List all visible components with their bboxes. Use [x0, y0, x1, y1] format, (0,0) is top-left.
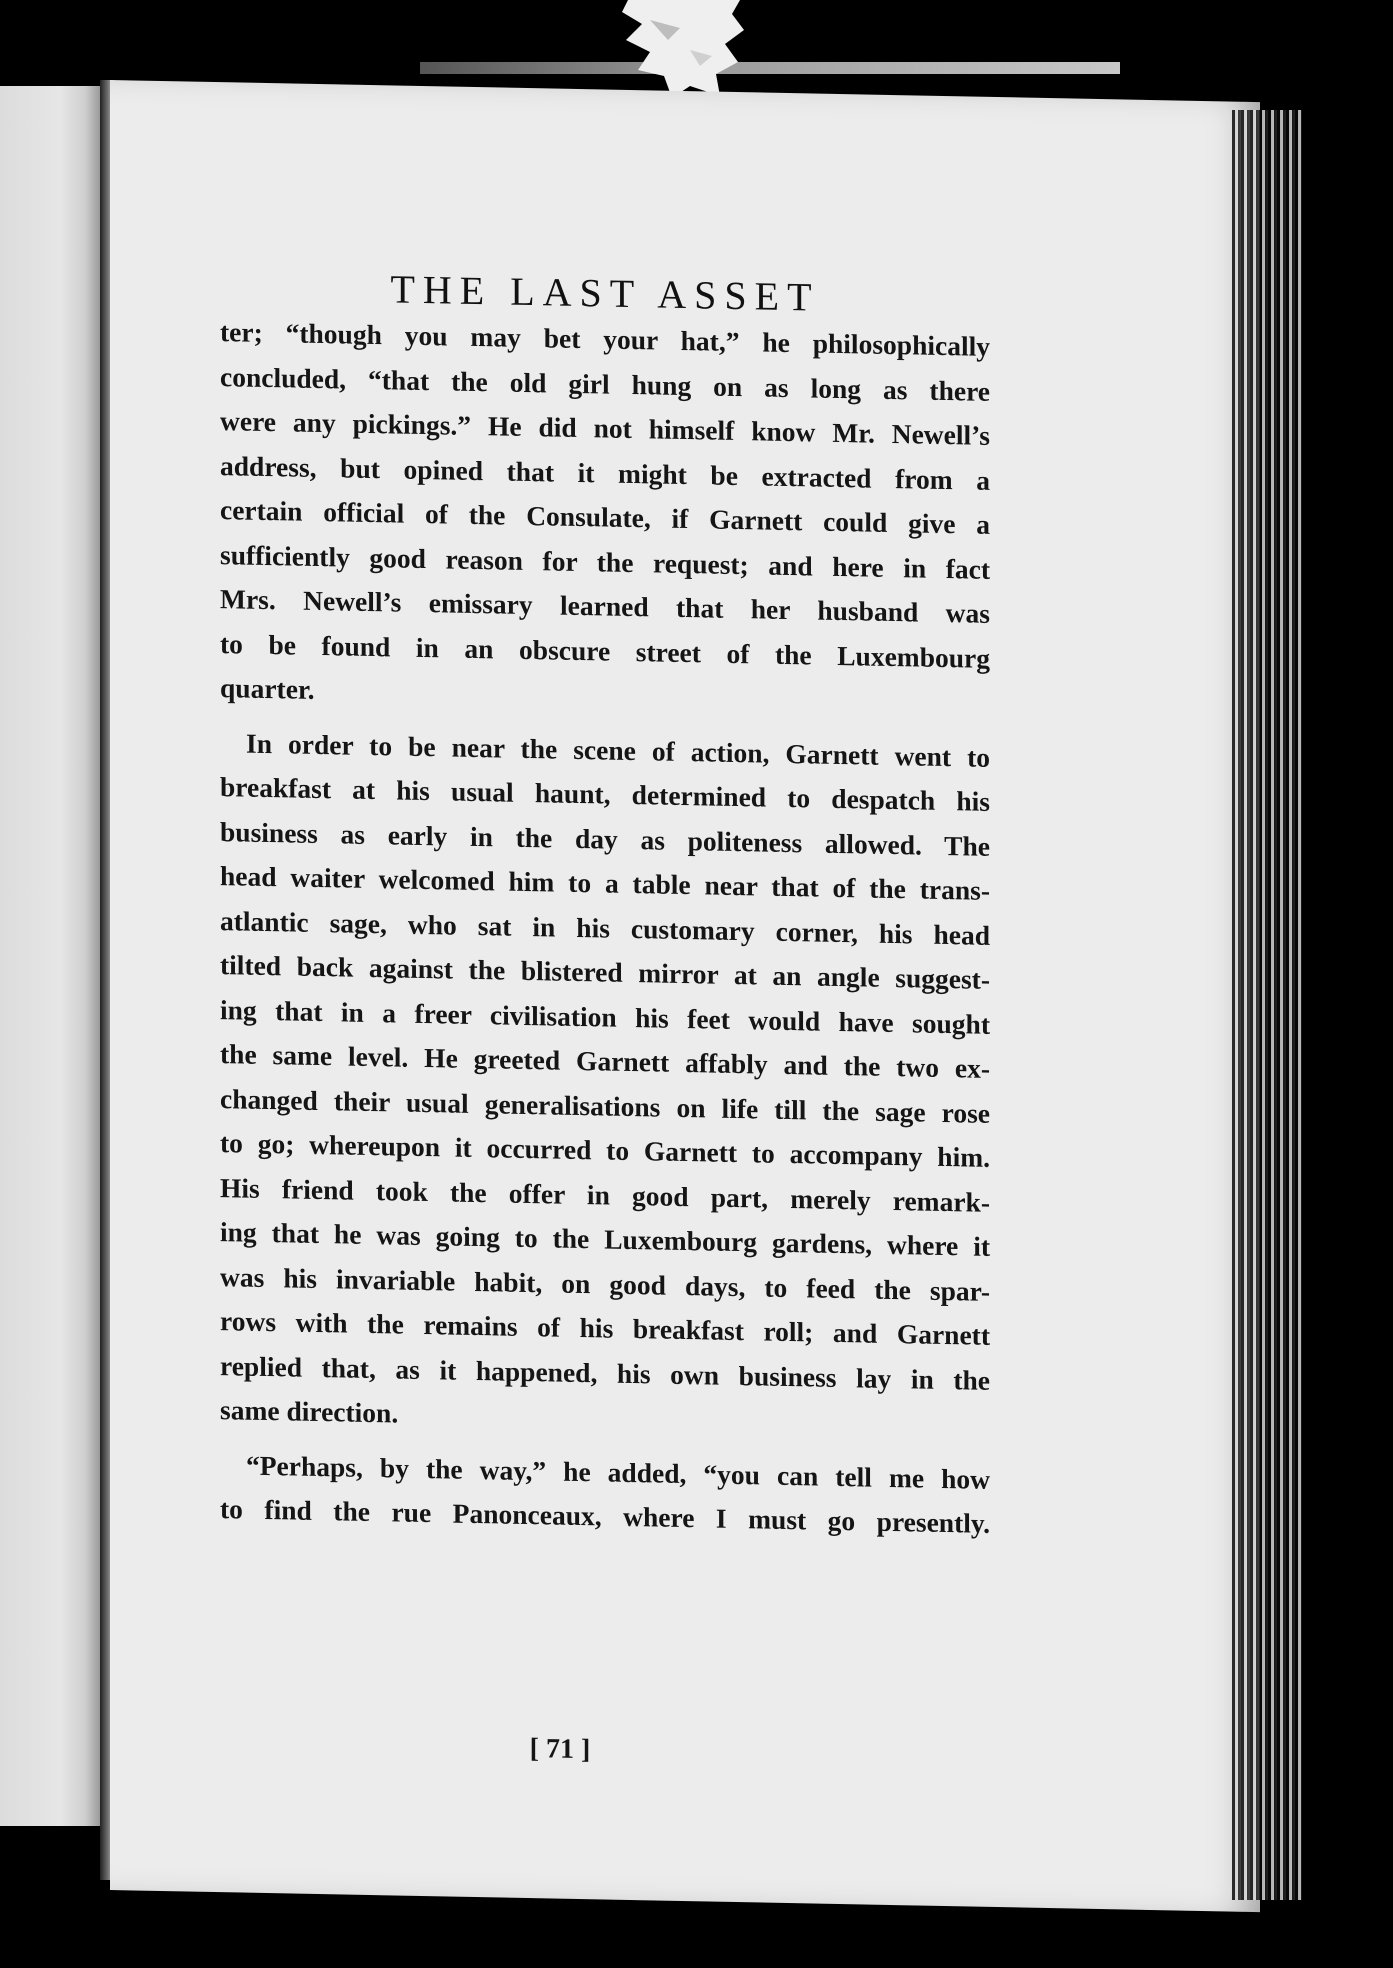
text-line: breakfast at his usual haunt, determined to despatch his	[220, 771, 990, 817]
text-line: address, but opined that it might be extracted from a	[220, 449, 990, 496]
text-line: the same level. He greeted Garnett affably and the two ex-	[220, 1038, 990, 1084]
text-line: business as early in the day as politeness allowed. The	[220, 815, 990, 862]
text-line: tilted back against the blistered mirror at an angle suggest-	[220, 949, 990, 995]
text-line: In order to be near the scene of action, Garnett went to	[246, 727, 990, 773]
text-line: changed their usual generalisations on life till the sage rose	[220, 1082, 990, 1129]
text-line: was his invariable habit, on good days, to feed the spar-	[220, 1260, 990, 1307]
text-line: His friend took the offer in good part, merely remark-	[220, 1171, 990, 1218]
text-line: concluded, “that the old girl hung on as long as there	[220, 360, 990, 407]
book-page	[110, 80, 1260, 1912]
page-edges-stack	[1232, 110, 1302, 1900]
text-line: quarter.	[220, 672, 315, 705]
text-line: rows with the remains of his breakfast roll; and Garnett	[220, 1305, 990, 1351]
text-line: “Perhaps, by the way,” he added, “you can tell me how	[246, 1449, 990, 1495]
running-head: THE LAST ASSET	[390, 266, 820, 320]
text-line: to find the rue Panonceaux, where I must go presently.	[220, 1493, 990, 1539]
text-line: head waiter welcomed him to a table near that of the trans-	[220, 860, 990, 906]
text-line: ter; “though you may bet your hat,” he philosophically	[220, 316, 990, 362]
page-top-edge	[420, 62, 1120, 74]
text-line: sufficiently good reason for the request; and here in fact	[220, 538, 990, 585]
text-line: certain official of the Consulate, if Garnett could give a	[220, 494, 990, 540]
text-line: same direction.	[220, 1394, 399, 1429]
paragraph-1	[220, 310, 990, 725]
text-line: atlantic sage, who sat in his customary corner, his head	[220, 904, 990, 951]
text-line: ing that he was going to the Luxembourg gardens, where it	[220, 1216, 990, 1262]
paragraph-2	[220, 721, 990, 1448]
text-line: to go; whereupon it occurred to Garnett to accompany him.	[220, 1127, 990, 1173]
text-line: ing that in a freer civilisation his feet would have sought	[220, 993, 990, 1040]
text-line: to be found in an obscure street of the Luxembourg	[220, 627, 990, 674]
text-line: replied that, as it happened, his own business lay in the	[220, 1349, 990, 1396]
text-line: Mrs. Newell’s emissary learned that her husband was	[220, 583, 990, 629]
body-text	[220, 310, 990, 1546]
torn-paper-fragment	[620, 0, 750, 100]
paragraph-3	[220, 1443, 990, 1547]
page-number: [ 71 ]	[529, 1733, 591, 1766]
text-line: were any pickings.” He did not himself know Mr. Newell’s	[220, 405, 990, 451]
facing-page-edge	[0, 86, 100, 1826]
